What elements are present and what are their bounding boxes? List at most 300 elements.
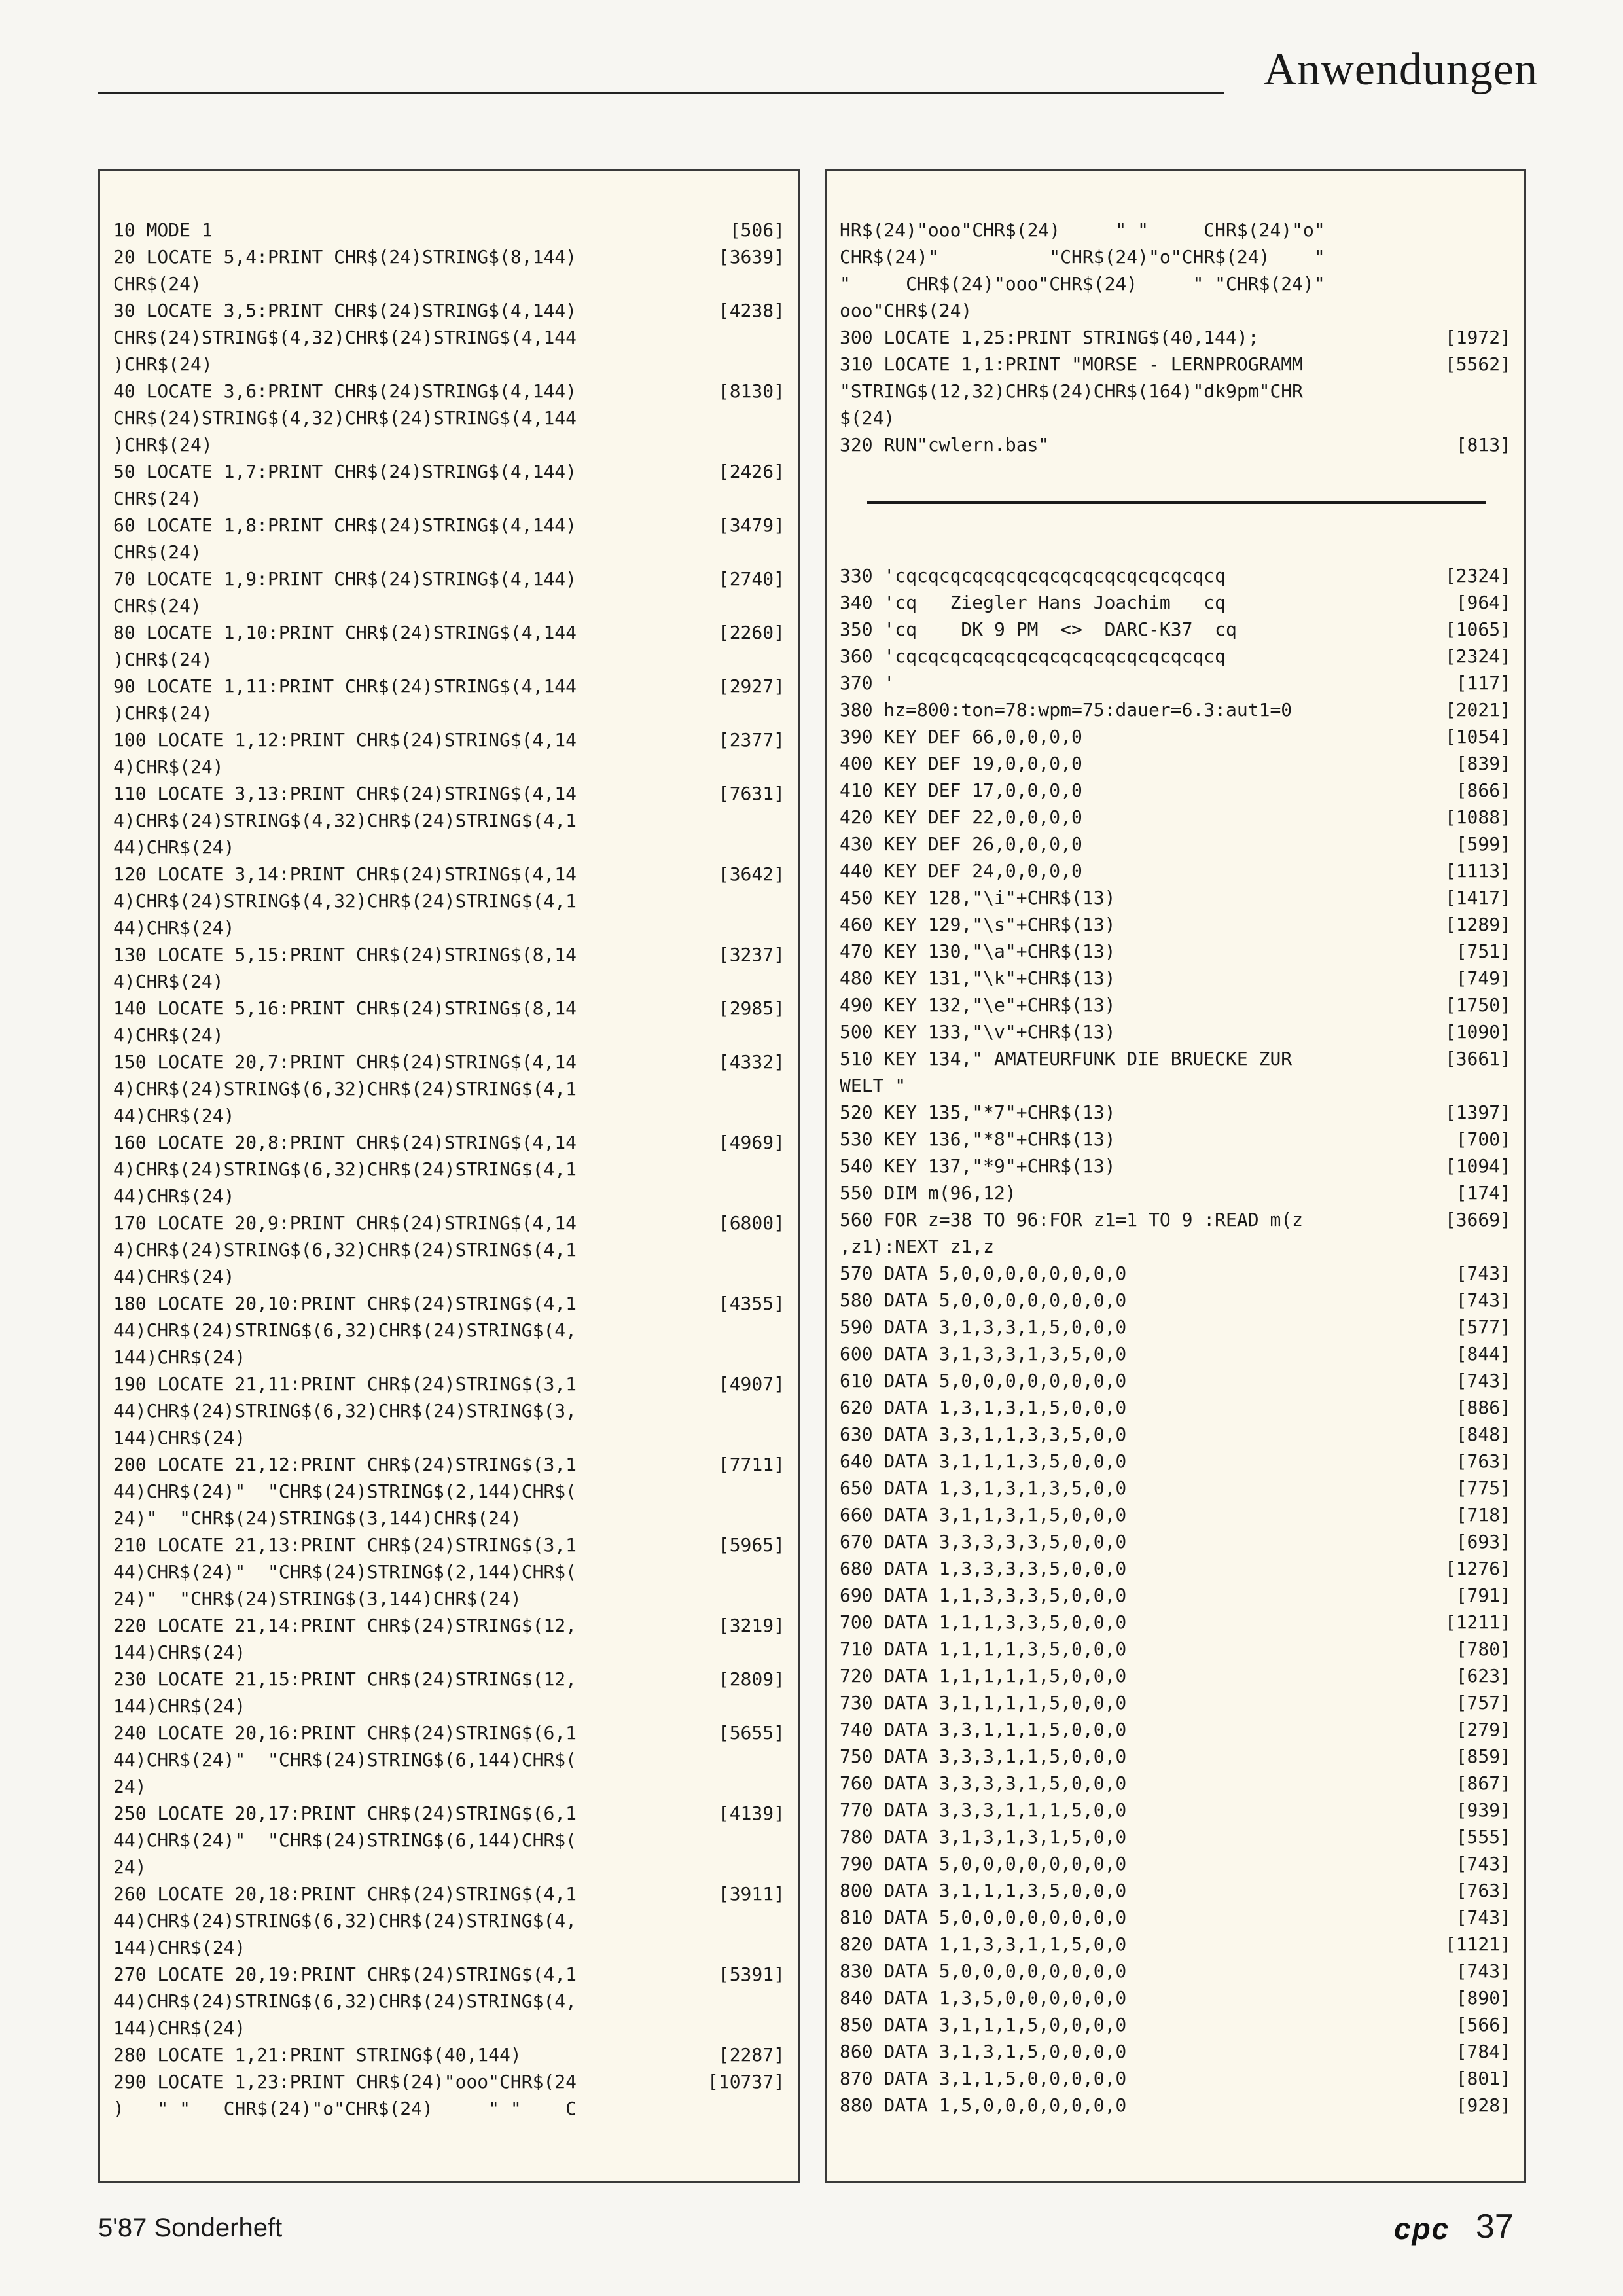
code-text: 200 LOCATE 21,12:PRINT CHR$(24)STRING$(3,1 — [113, 1454, 577, 1475]
checksum — [713, 1156, 785, 1183]
code-line — [113, 1773, 785, 1800]
code-line — [113, 1210, 785, 1236]
checksum: [4332] — [718, 1051, 785, 1073]
code-text: 860 DATA 3,1,3,1,5,0,0,0,0 — [840, 2041, 1127, 2062]
code-line — [113, 2041, 785, 2068]
code-text: )CHR$(24) — [113, 434, 213, 456]
code-text: 250 LOCATE 20,17:PRINT CHR$(24)STRING$(6,1 — [113, 1803, 577, 1824]
code-text: 650 DATA 1,3,1,3,1,3,5,0,0 — [840, 1477, 1127, 1499]
code-line — [113, 1880, 785, 1907]
code-line — [840, 1689, 1511, 1716]
checksum — [713, 1102, 785, 1129]
code-text: 10 MODE 1 — [113, 219, 213, 241]
code-text: 44)CHR$(24)STRING$(6,32)CHR$(24)STRING$(4, — [113, 1910, 577, 1931]
code-text: 240 LOCATE 20,16:PRINT CHR$(24)STRING$(6,1 — [113, 1722, 577, 1744]
checksum — [713, 1478, 785, 1505]
code-text: CHR$(24)STRING$(4,32)CHR$(24)STRING$(4,144 — [113, 327, 577, 348]
checksum — [713, 753, 785, 780]
code-text: $(24) — [840, 407, 895, 429]
code-line — [840, 1367, 1511, 1394]
code-line — [840, 243, 1511, 270]
code-text: 40 LOCATE 3,6:PRINT CHR$(24)STRING$(4,144) — [113, 380, 577, 402]
checksum — [1439, 297, 1511, 324]
code-line — [113, 646, 785, 673]
code-text: 570 DATA 5,0,0,0,0,0,0,0,0 — [840, 1263, 1127, 1284]
checksum — [713, 485, 785, 512]
code-text: 470 KEY 130,"\a"+CHR$(13) — [840, 941, 1116, 962]
checksum — [713, 1585, 785, 1612]
checksum — [713, 700, 785, 726]
code-line — [840, 431, 1511, 458]
checksum: [555] — [1455, 1826, 1511, 1848]
code-text: 880 DATA 1,5,0,0,0,0,0,0,0 — [840, 2094, 1127, 2116]
checksum — [713, 351, 785, 378]
code-text: 690 DATA 1,1,3,3,3,5,0,0,0 — [840, 1585, 1127, 1606]
code-text: 110 LOCATE 3,13:PRINT CHR$(24)STRING$(4,14 — [113, 783, 577, 804]
code-line — [840, 1797, 1511, 1823]
code-line — [113, 458, 785, 485]
code-text: 500 KEY 133,"\v"+CHR$(13) — [840, 1021, 1116, 1043]
code-text: 670 DATA 3,3,3,3,3,5,0,0,0 — [840, 1531, 1127, 1552]
checksum — [713, 888, 785, 914]
code-line — [113, 1585, 785, 1612]
checksum — [713, 1397, 785, 1424]
code-text: 44)CHR$(24)" "CHR$(24)STRING$(2,144)CHR$( — [113, 1480, 577, 1502]
code-line — [840, 378, 1511, 404]
code-line — [840, 831, 1511, 857]
code-line — [113, 968, 785, 995]
checksum: [743] — [1455, 1289, 1511, 1311]
checksum: [2324] — [1444, 645, 1511, 667]
code-line — [840, 324, 1511, 351]
checksum: [743] — [1455, 1960, 1511, 1982]
checksum — [713, 1934, 785, 1961]
code-text: 610 DATA 5,0,0,0,0,0,0,0,0 — [840, 1370, 1127, 1391]
checksum: [1417] — [1444, 887, 1511, 908]
code-text: 740 DATA 3,3,1,1,1,5,0,0,0 — [840, 1719, 1127, 1740]
checksum: [757] — [1455, 1692, 1511, 1713]
code-text: 260 LOCATE 20,18:PRINT CHR$(24)STRING$(4,1 — [113, 1883, 577, 1905]
code-text: 440 KEY DEF 24,0,0,0,0 — [840, 860, 1082, 882]
code-text: 540 KEY 137,"*9"+CHR$(13) — [840, 1155, 1116, 1177]
checksum — [1439, 217, 1511, 243]
code-line — [840, 404, 1511, 431]
checksum: [1054] — [1444, 726, 1511, 747]
code-text: 750 DATA 3,3,3,1,1,5,0,0,0 — [840, 1746, 1127, 1767]
checksum — [713, 1693, 785, 1719]
code-line — [840, 938, 1511, 965]
checksum — [713, 1022, 785, 1049]
checksum: [791] — [1455, 1585, 1511, 1606]
code-line — [840, 1340, 1511, 1367]
code-text: 780 DATA 3,1,3,1,3,1,5,0,0 — [840, 1826, 1127, 1848]
code-text: )CHR$(24) — [113, 649, 213, 670]
code-line — [840, 2011, 1511, 2038]
checksum: [3479] — [718, 514, 785, 536]
code-line — [840, 562, 1511, 589]
checksum: [928] — [1455, 2094, 1511, 2116]
checksum: [2021] — [1444, 699, 1511, 721]
code-line — [840, 965, 1511, 992]
code-text: 730 DATA 3,1,1,1,1,5,0,0,0 — [840, 1692, 1127, 1713]
code-text: 850 DATA 3,1,1,1,5,0,0,0,0 — [840, 2014, 1127, 2036]
code-line — [113, 1934, 785, 1961]
code-text: 350 'cq DK 9 PM <> DARC-K37 cq — [840, 619, 1237, 640]
checksum — [713, 1505, 785, 1532]
checksum — [713, 1827, 785, 1854]
code-text: 400 KEY DEF 19,0,0,0,0 — [840, 753, 1082, 774]
code-line — [840, 696, 1511, 723]
listing-panel-left — [98, 169, 800, 2183]
checksum: [700] — [1455, 1128, 1511, 1150]
code-text: 600 DATA 3,1,3,3,1,3,5,0,0 — [840, 1343, 1127, 1365]
checksum: [599] — [1455, 833, 1511, 855]
page-number: 37 — [1476, 2208, 1514, 2246]
checksum — [713, 1854, 785, 1880]
code-text: 120 LOCATE 3,14:PRINT CHR$(24)STRING$(4,14 — [113, 863, 577, 885]
checksum: [6800] — [718, 1212, 785, 1234]
code-line — [840, 1904, 1511, 1931]
code-text: 180 LOCATE 20,10:PRINT CHR$(24)STRING$(4,1 — [113, 1293, 577, 1314]
code-text: 160 LOCATE 20,8:PRINT CHR$(24)STRING$(4,14 — [113, 1132, 577, 1153]
checksum: [886] — [1455, 1397, 1511, 1418]
checksum: [1276] — [1444, 1558, 1511, 1579]
code-text: 290 LOCATE 1,23:PRINT CHR$(24)"ooo"CHR$(24 — [113, 2071, 577, 2092]
code-line — [840, 217, 1511, 243]
checksum — [713, 1558, 785, 1585]
checksum: [1065] — [1444, 619, 1511, 640]
code-text: 90 LOCATE 1,11:PRINT CHR$(24)STRING$(4,144 — [113, 675, 577, 697]
code-line — [113, 592, 785, 619]
code-text: 280 LOCATE 1,21:PRINT STRING$(40,144) — [113, 2044, 522, 2066]
code-line — [840, 1555, 1511, 1582]
code-text: 150 LOCATE 20,7:PRINT CHR$(24)STRING$(4,14 — [113, 1051, 577, 1073]
code-line — [840, 1018, 1511, 1045]
checksum: [3911] — [718, 1883, 785, 1905]
checksum: [743] — [1455, 1263, 1511, 1284]
checksum — [713, 270, 785, 297]
code-text: )CHR$(24) — [113, 353, 213, 375]
code-text: 220 LOCATE 21,14:PRINT CHR$(24)STRING$(12, — [113, 1615, 577, 1636]
code-line — [113, 1129, 785, 1156]
code-line — [113, 297, 785, 324]
checksum: [763] — [1455, 1880, 1511, 1901]
code-line — [113, 351, 785, 378]
code-line — [113, 1236, 785, 1263]
code-text: 430 KEY DEF 26,0,0,0,0 — [840, 833, 1082, 855]
code-text: 510 KEY 134," AMATEURFUNK DIE BRUECKE ZUR — [840, 1048, 1293, 1069]
code-line — [113, 404, 785, 431]
checksum: [866] — [1455, 780, 1511, 801]
code-line — [113, 1612, 785, 1639]
code-text: 390 KEY DEF 66,0,0,0,0 — [840, 726, 1082, 747]
checksum: [775] — [1455, 1477, 1511, 1499]
code-text: 4)CHR$(24)STRING$(6,32)CHR$(24)STRING$(4,1 — [113, 1078, 577, 1100]
code-line — [113, 861, 785, 888]
checksum: [577] — [1455, 1316, 1511, 1338]
code-text: 360 'cqcqcqcqcqcqcqcqcqcqcqcqcqcqcq — [840, 645, 1226, 667]
checksum: [10737] — [707, 2071, 785, 2092]
checksum — [713, 1344, 785, 1371]
code-line — [113, 2068, 785, 2095]
code-text: 24)" "CHR$(24)STRING$(3,144)CHR$(24) — [113, 1507, 522, 1529]
checksum — [713, 431, 785, 458]
checksum — [713, 1263, 785, 1290]
code-text: 4)CHR$(24)STRING$(6,32)CHR$(24)STRING$(4,1 — [113, 1239, 577, 1261]
listing-separator — [867, 501, 1486, 504]
checksum: [5655] — [718, 1722, 785, 1744]
code-text: 24) — [113, 1856, 147, 1878]
code-text: 680 DATA 1,3,3,3,3,5,0,0,0 — [840, 1558, 1127, 1579]
code-line — [113, 995, 785, 1022]
code-line — [840, 750, 1511, 777]
checksum — [713, 646, 785, 673]
checksum: [939] — [1455, 1799, 1511, 1821]
checksum: [1090] — [1444, 1021, 1511, 1043]
checksum — [713, 592, 785, 619]
code-line — [840, 1126, 1511, 1153]
code-line — [840, 1958, 1511, 1984]
header-rule — [98, 92, 1224, 94]
code-line — [840, 1743, 1511, 1770]
issue-label: 5'87 Sonderheft — [98, 2214, 283, 2242]
code-line — [113, 565, 785, 592]
checksum: [2985] — [718, 997, 785, 1019]
code-line — [840, 2038, 1511, 2065]
code-line — [840, 1475, 1511, 1501]
code-text: 300 LOCATE 1,25:PRINT STRING$(40,144); — [840, 327, 1259, 348]
code-line — [840, 1179, 1511, 1206]
code-text: 530 KEY 136,"*8"+CHR$(13) — [840, 1128, 1116, 1150]
checksum: [7631] — [718, 783, 785, 804]
code-line — [113, 1049, 785, 1075]
section-title: Anwendungen — [1263, 45, 1538, 95]
checksum: [743] — [1455, 1370, 1511, 1391]
code-line — [840, 857, 1511, 884]
code-line — [113, 1532, 785, 1558]
code-text: 44)CHR$(24)" "CHR$(24)STRING$(6,144)CHR$( — [113, 1829, 577, 1851]
checksum: [2260] — [718, 622, 785, 643]
checksum: [784] — [1455, 2041, 1511, 2062]
code-line — [840, 1045, 1511, 1072]
code-text: 230 LOCATE 21,15:PRINT CHR$(24)STRING$(12, — [113, 1668, 577, 1690]
code-line — [113, 1800, 785, 1827]
code-line — [113, 2095, 785, 2122]
code-text: 630 DATA 3,3,1,1,3,3,5,0,0 — [840, 1424, 1127, 1445]
code-text: 70 LOCATE 1,9:PRINT CHR$(24)STRING$(4,144) — [113, 568, 577, 590]
code-line — [840, 1770, 1511, 1797]
checksum — [713, 1236, 785, 1263]
checksum: [859] — [1455, 1746, 1511, 1767]
code-line — [840, 270, 1511, 297]
checksum: [1113] — [1444, 860, 1511, 882]
checksum: [4907] — [718, 1373, 785, 1395]
checksum — [1439, 270, 1511, 297]
code-line — [113, 941, 785, 968]
checksum: [117] — [1455, 672, 1511, 694]
code-line — [840, 884, 1511, 911]
code-line — [840, 643, 1511, 670]
checksum — [713, 1424, 785, 1451]
code-line — [840, 911, 1511, 938]
code-text: 460 KEY 129,"\s"+CHR$(13) — [840, 914, 1116, 935]
code-text: 44)CHR$(24)STRING$(6,32)CHR$(24)STRING$(3, — [113, 1400, 577, 1422]
code-text: CHR$(24)STRING$(4,32)CHR$(24)STRING$(4,144 — [113, 407, 577, 429]
code-text: 44)CHR$(24)" "CHR$(24)STRING$(6,144)CHR$( — [113, 1749, 577, 1770]
checksum: [743] — [1455, 1907, 1511, 1928]
code-text: 44)CHR$(24)STRING$(6,32)CHR$(24)STRING$(4, — [113, 1990, 577, 2012]
checksum — [713, 2095, 785, 2122]
code-line — [113, 780, 785, 807]
code-line — [113, 217, 785, 243]
code-line — [840, 1662, 1511, 1689]
code-line — [113, 1451, 785, 1478]
checksum: [1094] — [1444, 1155, 1511, 1177]
code-line — [840, 804, 1511, 831]
code-line — [840, 1233, 1511, 1260]
code-line — [113, 1290, 785, 1317]
checksum: [890] — [1455, 1987, 1511, 2009]
code-line — [113, 1666, 785, 1693]
checksum — [713, 1183, 785, 1210]
code-line — [840, 2065, 1511, 2092]
code-text: 640 DATA 3,1,1,1,3,5,0,0,0 — [840, 1450, 1127, 1472]
checksum — [1439, 378, 1511, 404]
code-line — [113, 243, 785, 270]
code-line — [113, 485, 785, 512]
checksum: [5391] — [718, 1964, 785, 1985]
checksum: [2377] — [718, 729, 785, 751]
checksum: [693] — [1455, 1531, 1511, 1552]
code-line — [113, 914, 785, 941]
checksum — [713, 1773, 785, 1800]
code-line — [840, 1153, 1511, 1179]
code-line — [840, 2092, 1511, 2119]
code-line — [113, 1746, 785, 1773]
listing-panel-right — [825, 169, 1526, 2183]
code-line — [840, 297, 1511, 324]
checksum: [1397] — [1444, 1102, 1511, 1123]
checksum: [4355] — [718, 1293, 785, 1314]
code-listing-right-bottom — [840, 562, 1511, 2119]
code-text: 44)CHR$(24)" "CHR$(24)STRING$(2,144)CHR$( — [113, 1561, 577, 1583]
checksum — [713, 968, 785, 995]
code-line — [840, 1394, 1511, 1421]
checksum: [964] — [1455, 592, 1511, 613]
code-text: 144)CHR$(24) — [113, 1695, 246, 1717]
code-line — [113, 1505, 785, 1532]
code-text: CHR$(24) — [113, 273, 202, 295]
code-line — [840, 670, 1511, 696]
code-line — [113, 834, 785, 861]
code-text: 310 LOCATE 1,1:PRINT "MORSE - LERNPROGRAMM — [840, 353, 1304, 375]
code-text: 700 DATA 1,1,1,3,3,5,0,0,0 — [840, 1611, 1127, 1633]
code-text: 870 DATA 3,1,1,5,0,0,0,0,0 — [840, 2068, 1127, 2089]
code-text: 44)CHR$(24)STRING$(6,32)CHR$(24)STRING$(4, — [113, 1319, 577, 1341]
code-line — [113, 700, 785, 726]
code-text: HR$(24)"ooo"CHR$(24) " " CHR$(24)"o" — [840, 219, 1325, 241]
checksum: [3669] — [1444, 1209, 1511, 1230]
code-text: 210 LOCATE 21,13:PRINT CHR$(24)STRING$(3,1 — [113, 1534, 577, 1556]
code-listing-left — [113, 217, 785, 2122]
code-line — [113, 619, 785, 646]
code-line — [113, 1102, 785, 1129]
checksum: [780] — [1455, 1638, 1511, 1660]
checksum — [1439, 1072, 1511, 1099]
code-text: 800 DATA 3,1,1,1,3,5,0,0,0 — [840, 1880, 1127, 1901]
checksum: [174] — [1455, 1182, 1511, 1204]
code-line — [113, 807, 785, 834]
checksum: [7711] — [718, 1454, 785, 1475]
code-line — [840, 1072, 1511, 1099]
code-line — [113, 1263, 785, 1290]
code-text: CHR$(24) — [113, 595, 202, 617]
code-text: 170 LOCATE 20,9:PRINT CHR$(24)STRING$(4,14 — [113, 1212, 577, 1234]
checksum: [279] — [1455, 1719, 1511, 1740]
code-line — [113, 673, 785, 700]
code-text: 810 DATA 5,0,0,0,0,0,0,0,0 — [840, 1907, 1127, 1928]
code-line — [840, 723, 1511, 750]
code-line — [113, 539, 785, 565]
code-text: 60 LOCATE 1,8:PRINT CHR$(24)STRING$(4,144) — [113, 514, 577, 536]
code-listing-right-top — [840, 217, 1511, 458]
checksum: [867] — [1455, 1772, 1511, 1794]
checksum — [713, 1988, 785, 2015]
checksum: [566] — [1455, 2014, 1511, 2036]
checksum: [1088] — [1444, 806, 1511, 828]
code-text: 480 KEY 131,"\k"+CHR$(13) — [840, 967, 1116, 989]
code-text: WELT " — [840, 1075, 906, 1096]
code-text: 760 DATA 3,3,3,3,1,5,0,0,0 — [840, 1772, 1127, 1794]
code-text: 560 FOR z=38 TO 96:FOR z1=1 TO 9 :READ m(z — [840, 1209, 1304, 1230]
checksum — [713, 539, 785, 565]
checksum: [763] — [1455, 1450, 1511, 1472]
code-line — [840, 1260, 1511, 1287]
checksum — [713, 1639, 785, 1666]
code-text: 4)CHR$(24) — [113, 1024, 224, 1046]
code-line — [113, 378, 785, 404]
code-line — [840, 1448, 1511, 1475]
checksum: [848] — [1455, 1424, 1511, 1445]
code-line — [840, 1850, 1511, 1877]
checksum — [713, 1317, 785, 1344]
checksum — [713, 404, 785, 431]
checksum: [751] — [1455, 941, 1511, 962]
checksum — [713, 2015, 785, 2041]
code-line — [113, 270, 785, 297]
checksum: [3642] — [718, 863, 785, 885]
code-line — [113, 1693, 785, 1719]
code-line — [113, 753, 785, 780]
code-line — [840, 1984, 1511, 2011]
code-line — [113, 1478, 785, 1505]
checksum: [844] — [1455, 1343, 1511, 1365]
code-text: ,z1):NEXT z1,z — [840, 1236, 995, 1257]
code-text: 4)CHR$(24) — [113, 756, 224, 778]
code-line — [840, 1501, 1511, 1528]
code-line — [113, 888, 785, 914]
code-text: 320 RUN"cwlern.bas" — [840, 434, 1050, 456]
code-text: 520 KEY 135,"*7"+CHR$(13) — [840, 1102, 1116, 1123]
code-text: 490 KEY 132,"\e"+CHR$(13) — [840, 994, 1116, 1016]
code-line — [113, 1827, 785, 1854]
checksum — [713, 807, 785, 834]
code-text: 24) — [113, 1776, 147, 1797]
code-line — [113, 2015, 785, 2041]
code-line — [840, 1287, 1511, 1314]
code-text: 820 DATA 1,1,3,3,1,1,5,0,0 — [840, 1933, 1127, 1955]
checksum — [713, 1075, 785, 1102]
